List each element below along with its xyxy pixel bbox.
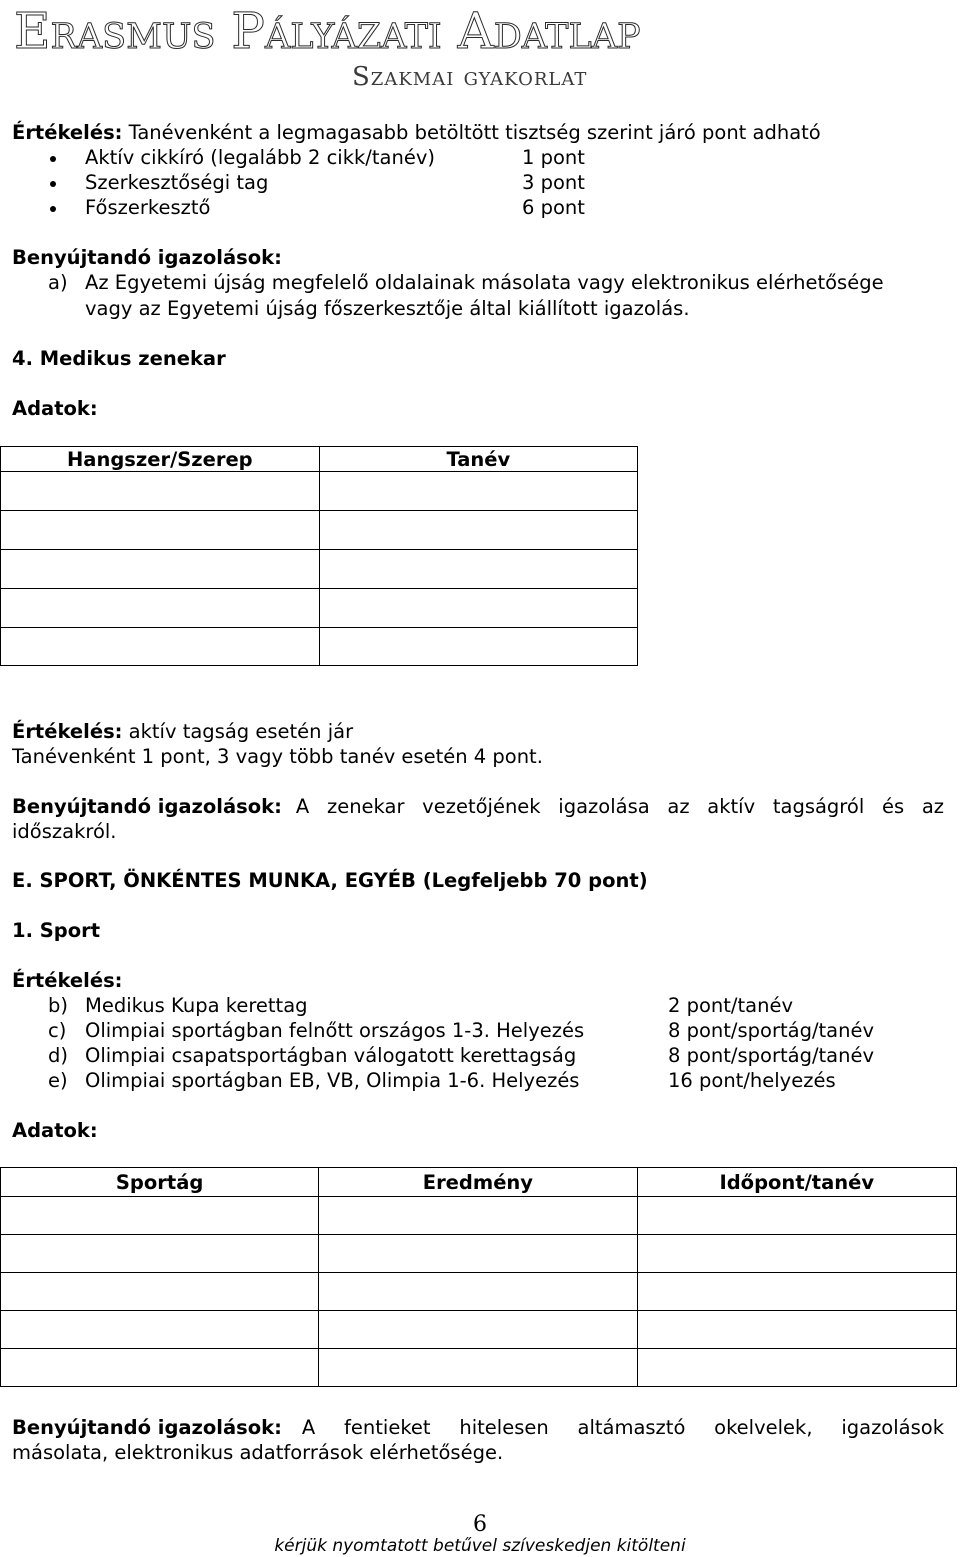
table-cell[interactable] xyxy=(637,1311,956,1349)
evaluation-label: Értékelés: xyxy=(12,969,123,992)
list-item-points: 3 pont xyxy=(522,171,585,194)
column-header: Tanév xyxy=(319,447,637,472)
table-cell[interactable] xyxy=(319,472,637,511)
table-cell[interactable] xyxy=(1,472,320,511)
proof-text: A fentieket hitelesen altámasztó okelvelek, igazolások xyxy=(301,1416,944,1439)
page-number: 6 xyxy=(473,1512,487,1537)
sport-table xyxy=(0,1167,957,1387)
footer-note: kérjük nyomtatott betűvel szíveskedjen kitölteni xyxy=(274,1536,686,1556)
bullet-icon xyxy=(50,206,56,212)
list-item-points: 8 pont/sportág/tanév xyxy=(668,1019,875,1042)
table-cell[interactable] xyxy=(637,1349,956,1387)
proof-label: Benyújtandó igazolások: xyxy=(12,1416,282,1439)
table-cell[interactable] xyxy=(1,628,320,666)
proof-marker: a) xyxy=(48,271,68,294)
list-marker: c) xyxy=(48,1019,67,1042)
table-cell[interactable] xyxy=(637,1235,956,1273)
list-item-points: 2 pont/tanév xyxy=(668,994,793,1017)
table-cell[interactable] xyxy=(1,1273,319,1311)
proof-text: vagy az Egyetemi újság főszerkesztője által kiállított igazolás. xyxy=(85,297,690,320)
list-item-label: Főszerkesztő xyxy=(85,196,211,219)
proof-label: Benyújtandó igazolások: xyxy=(12,795,282,818)
list-item-label: Olimpiai sportágban felnőtt országos 1-3. Helyezés xyxy=(85,1019,585,1042)
sub-heading: 1. Sport xyxy=(12,919,101,942)
table-cell[interactable] xyxy=(1,1197,319,1235)
proof-line xyxy=(12,1416,944,1439)
data-label: Adatok: xyxy=(12,397,98,420)
evaluation-label: Értékelés: xyxy=(12,121,123,144)
proof-text: Az Egyetemi újság megfelelő oldalainak másolata vagy elektronikus elérhetősége xyxy=(85,271,884,294)
proof-text: A zenekar vezetőjének igazolása az aktív tagságról és az xyxy=(295,795,944,818)
column-header: Időpont/tanév xyxy=(637,1168,956,1197)
evaluation-line xyxy=(12,121,821,144)
table-cell[interactable] xyxy=(637,1273,956,1311)
column-header: Eredmény xyxy=(319,1168,637,1197)
table-cell[interactable] xyxy=(637,1197,956,1235)
list-marker: e) xyxy=(48,1069,68,1092)
section-heading: 4. Medikus zenekar xyxy=(12,347,226,370)
list-item-label: Szerkesztőségi tag xyxy=(85,171,269,194)
table-cell[interactable] xyxy=(1,1311,319,1349)
table-cell[interactable] xyxy=(319,628,637,666)
list-item-points: 6 pont xyxy=(522,196,585,219)
list-item-label: Aktív cikkíró (legalább 2 cikk/tanév) xyxy=(85,146,435,169)
list-item-points: 16 pont/helyezés xyxy=(668,1069,836,1092)
evaluation-text: Tanévenként 1 pont, 3 vagy több tanév esetén 4 pont. xyxy=(12,745,543,768)
table-cell[interactable] xyxy=(1,589,320,628)
column-header: Sportág xyxy=(1,1168,319,1197)
table-cell[interactable] xyxy=(1,1349,319,1387)
evaluation-label: Értékelés: xyxy=(12,720,123,743)
bullet-icon xyxy=(50,181,56,187)
table-cell[interactable] xyxy=(1,550,320,589)
proof-label: Benyújtandó igazolások: xyxy=(12,246,282,269)
proof-text: másolata, elektronikus adatforrások elérhetősége. xyxy=(12,1441,504,1464)
table-cell[interactable] xyxy=(319,589,637,628)
list-marker: d) xyxy=(48,1044,68,1067)
list-item-label: Olimpiai sportágban EB, VB, Olimpia 1-6. Helyezés xyxy=(85,1069,580,1092)
bullet-icon xyxy=(50,156,56,162)
list-item-label: Medikus Kupa kerettag xyxy=(85,994,308,1017)
column-header: Hangszer/Szerep xyxy=(1,447,320,472)
list-item-points: 1 pont xyxy=(522,146,585,169)
data-label: Adatok: xyxy=(12,1119,98,1142)
list-item-points: 8 pont/sportág/tanév xyxy=(668,1044,875,1067)
table-cell[interactable] xyxy=(319,1311,637,1349)
section-heading: E. SPORT, ÖNKÉNTES MUNKA, EGYÉB (Legfeljebb 70 pont) xyxy=(12,869,648,892)
document-title: Erasmus Pályázati Adatlap xyxy=(14,2,641,60)
table-cell[interactable] xyxy=(319,1197,637,1235)
list-item-label: Olimpiai csapatsportágban válogatott kerettagság xyxy=(85,1044,577,1067)
table-cell[interactable] xyxy=(319,1349,637,1387)
document-subtitle: Szakmai gyakorlat xyxy=(352,62,588,92)
table-cell[interactable] xyxy=(1,1235,319,1273)
table-cell[interactable] xyxy=(319,1273,637,1311)
table-cell[interactable] xyxy=(319,1235,637,1273)
band-table xyxy=(0,446,638,666)
evaluation-line xyxy=(12,720,353,743)
proof-text: időszakról. xyxy=(12,820,117,843)
list-marker: b) xyxy=(48,994,68,1017)
table-cell[interactable] xyxy=(1,511,320,550)
evaluation-text: Tanévenként a legmagasabb betöltött tisztség szerint járó pont adható xyxy=(128,121,821,144)
proof-line xyxy=(12,795,944,818)
evaluation-text: aktív tagság esetén jár xyxy=(128,720,354,743)
table-cell[interactable] xyxy=(319,550,637,589)
table-cell[interactable] xyxy=(319,511,637,550)
